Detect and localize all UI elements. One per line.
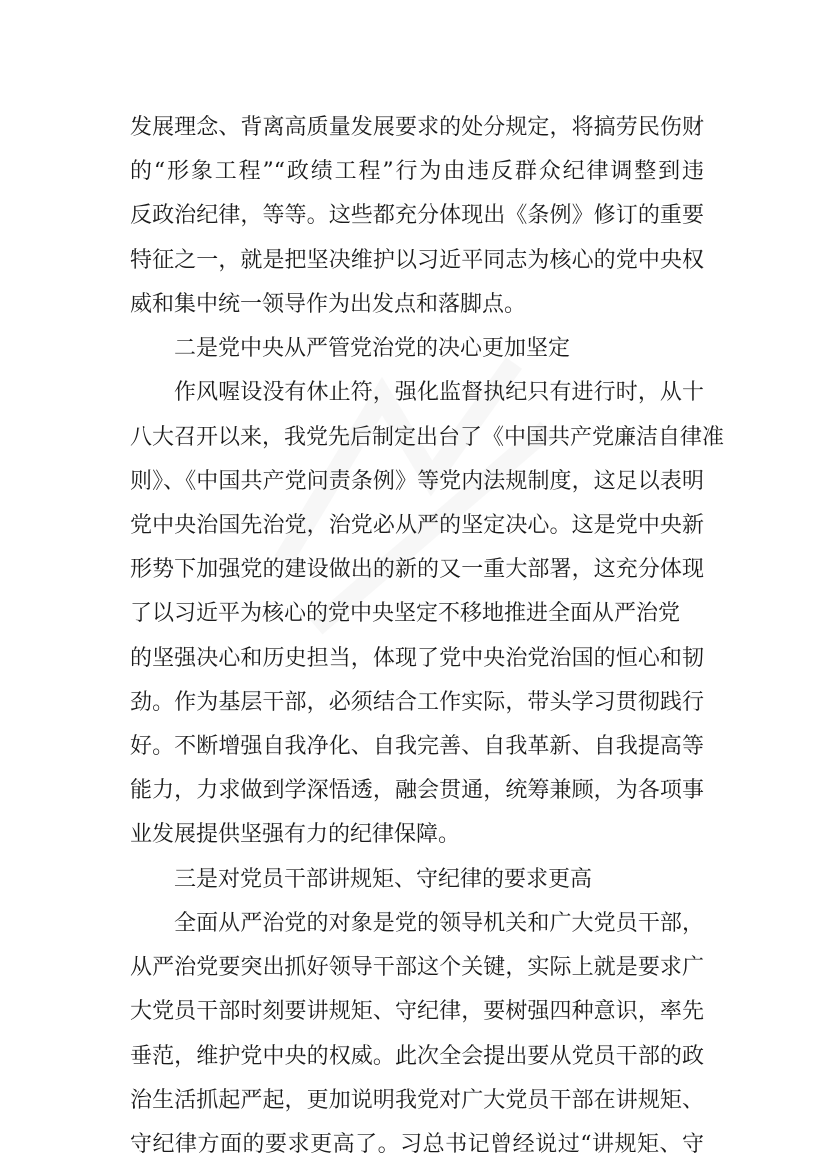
section-heading: 二是党中央从严管党治党的决心更加坚定	[174, 336, 571, 362]
text-line: 守纪律方面的要求更高了。习总书记曾经说过“讲规矩、守	[130, 1132, 704, 1157]
text-line: 则》、《中国共产党问责条例》等党内法规制度，这足以表明	[130, 468, 704, 494]
text-line: 威和集中统一领导作为出发点和落脚点。	[130, 291, 527, 317]
text-line: 特征之一，就是把坚决维护以习近平同志为核心的党中央权	[130, 247, 704, 273]
text-line: 治生活抓起严起，更加说明我党对广大党员干部在讲规矩、	[130, 1087, 704, 1113]
text-line: 发展理念、背离高质量发展要求的处分规定，将搞劳民伤财	[130, 115, 704, 140]
text-line: 党中央治国先治党，治党必从严的坚定决心。这是党中央新	[130, 512, 704, 538]
text-line: 从严治党要突出抓好领导干部这个关键，实际上就是要求广	[130, 955, 704, 981]
text-line: 劲。作为基层干部，必须结合工作实际，带头学习贯彻践行	[130, 689, 704, 715]
section-heading: 三是对党员干部讲规矩、守纪律的要求更高	[174, 866, 593, 892]
text-line: 的“形象工程”“政绩工程”行为由违反群众纪律调整到违	[130, 159, 704, 185]
text-line: 垂范，维护党中央的权威。此次全会提出要从党员干部的政	[130, 1043, 704, 1069]
text-line: 作风喔设没有休止符，强化监督执纪只有进行时，从十	[174, 380, 704, 406]
text-line: 业发展提供坚强有力的纪律保障。	[130, 822, 461, 848]
text-line: 能力，力求做到学深悟透，融会贯通，统筹兼顾，为各项事	[130, 778, 704, 804]
text-line: 反政治纪律，等等。这些都充分体现出《条例》修订的重要	[130, 203, 704, 229]
text-line: 全面从严治党的对象是党的领导机关和广大党员干部，	[174, 910, 704, 936]
text-line: 大党员干部时刻要讲规矩、守纪律，要树强四种意识，率先	[130, 999, 704, 1025]
text-line: 好。不断增强自我净化、自我完善、自我革新、自我提高等	[130, 734, 704, 760]
text-line: 了以习近平为核心的党中央坚定不移地推进全面从严治党	[130, 601, 681, 627]
text-line: 的坚强决心和历史担当，体现了党中央治党治国的恒心和韧	[130, 645, 704, 671]
text-line: 形势下加强党的建设做出的新的又一重大部署，这充分体现	[130, 557, 704, 583]
text-line: 八大召开以来，我党先后制定出台了《中国共产党廉洁自律准	[130, 424, 725, 450]
